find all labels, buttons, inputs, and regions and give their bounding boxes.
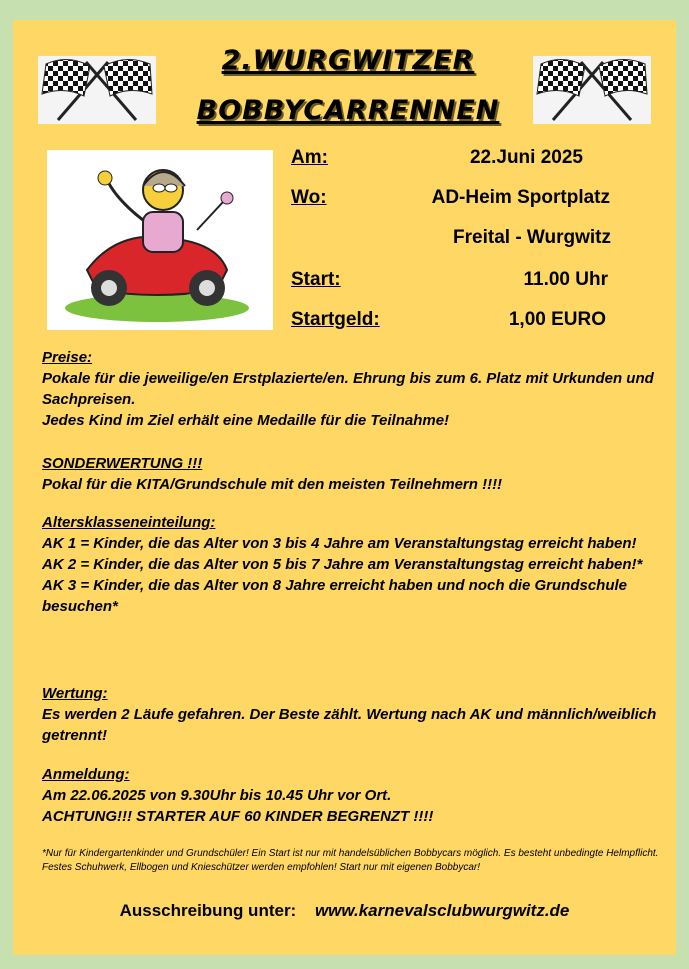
preise-heading: Preise: [42,349,93,366]
section-preise [42,347,657,431]
place-label: Wo: [291,187,327,208]
flyer [13,20,676,955]
title-line-1: 2.WURGWITZER [221,45,475,76]
checkered-flags-icon [533,56,651,124]
section-sonderwertung [42,453,657,495]
ak3-text: AK 3 = Kinder, die das Alter von 8 Jahre erreicht haben und noch die Grundschule besuchen* [42,577,627,615]
section-wertung [42,683,657,746]
title-line-2: BOBBYCARRENNEN [196,95,500,126]
fee-value: 1,00 EURO [508,309,606,330]
section-altersklassen [42,512,657,617]
wertung-heading: Wertung: [42,685,108,702]
anmeldung-heading: Anmeldung: [42,766,130,783]
website-link[interactable]: www.karnevalsclubwurgwitz.de [314,901,570,920]
sonderwertung-heading: SONDERWERTUNG !!! [42,455,203,472]
footnote: *Nur für Kindergartenkinder und Grundschüler! Ein Start ist nur mit handelsüblichen Bobbycars möglich. Es besteht unbedingte Helmpflicht. Festes Schuhwerk, Ellbogen und Knieschützer werden empfohlen! Start nur mit eigenen Bobbycar! [42,848,659,873]
place-line-1: AD-Heim Sportplatz [431,187,610,208]
fee-label: Startgeld: [291,309,380,330]
date-value: 22.Juni 2025 [469,147,583,168]
footer [13,901,676,921]
wertung-text: Es werden 2 Läufe gefahren. Der Beste zählt. Wertung nach AK und männlich/weiblich getrennt! [42,706,657,744]
bobbycar-racer-illustration [47,150,273,330]
start-label: Start: [291,269,341,290]
ak2-text: AK 2 = Kinder, die das Alter von 5 bis 7 Jahre am Veranstaltungstag erreicht haben!* [42,556,643,573]
start-value: 11.00 Uhr [523,269,608,290]
altersklassen-heading: Altersklasseneinteilung: [42,514,216,531]
place-line-2: Freital - Wurgwitz [453,227,611,248]
anmeldung-text-1: Am 22.06.2025 von 9.30Uhr bis 10.45 Uhr vor Ort. [42,787,392,804]
section-anmeldung [42,764,657,827]
checkered-flags-icon [38,56,156,124]
footer-label: Ausschreibung unter: [119,901,297,920]
ak1-text: AK 1 = Kinder, die das Alter von 3 bis 4 Jahre am Veranstaltungstag erreicht haben! [42,535,637,552]
anmeldung-text-2: ACHTUNG!!! STARTER AUF 60 KINDER BEGRENZT !!!! [42,808,434,825]
preise-text-1: Pokale für die jeweilige/en Erstplazierte/en. Ehrung bis zum 6. Platz mit Urkunden und Sachpreisen. [42,370,654,408]
sonderwertung-text: Pokal für die KITA/Grundschule mit den meisten Teilnehmern !!!! [42,476,503,493]
date-label: Am: [291,147,328,168]
preise-text-2: Jedes Kind im Ziel erhält eine Medaille für die Teilnahme! [42,412,450,429]
